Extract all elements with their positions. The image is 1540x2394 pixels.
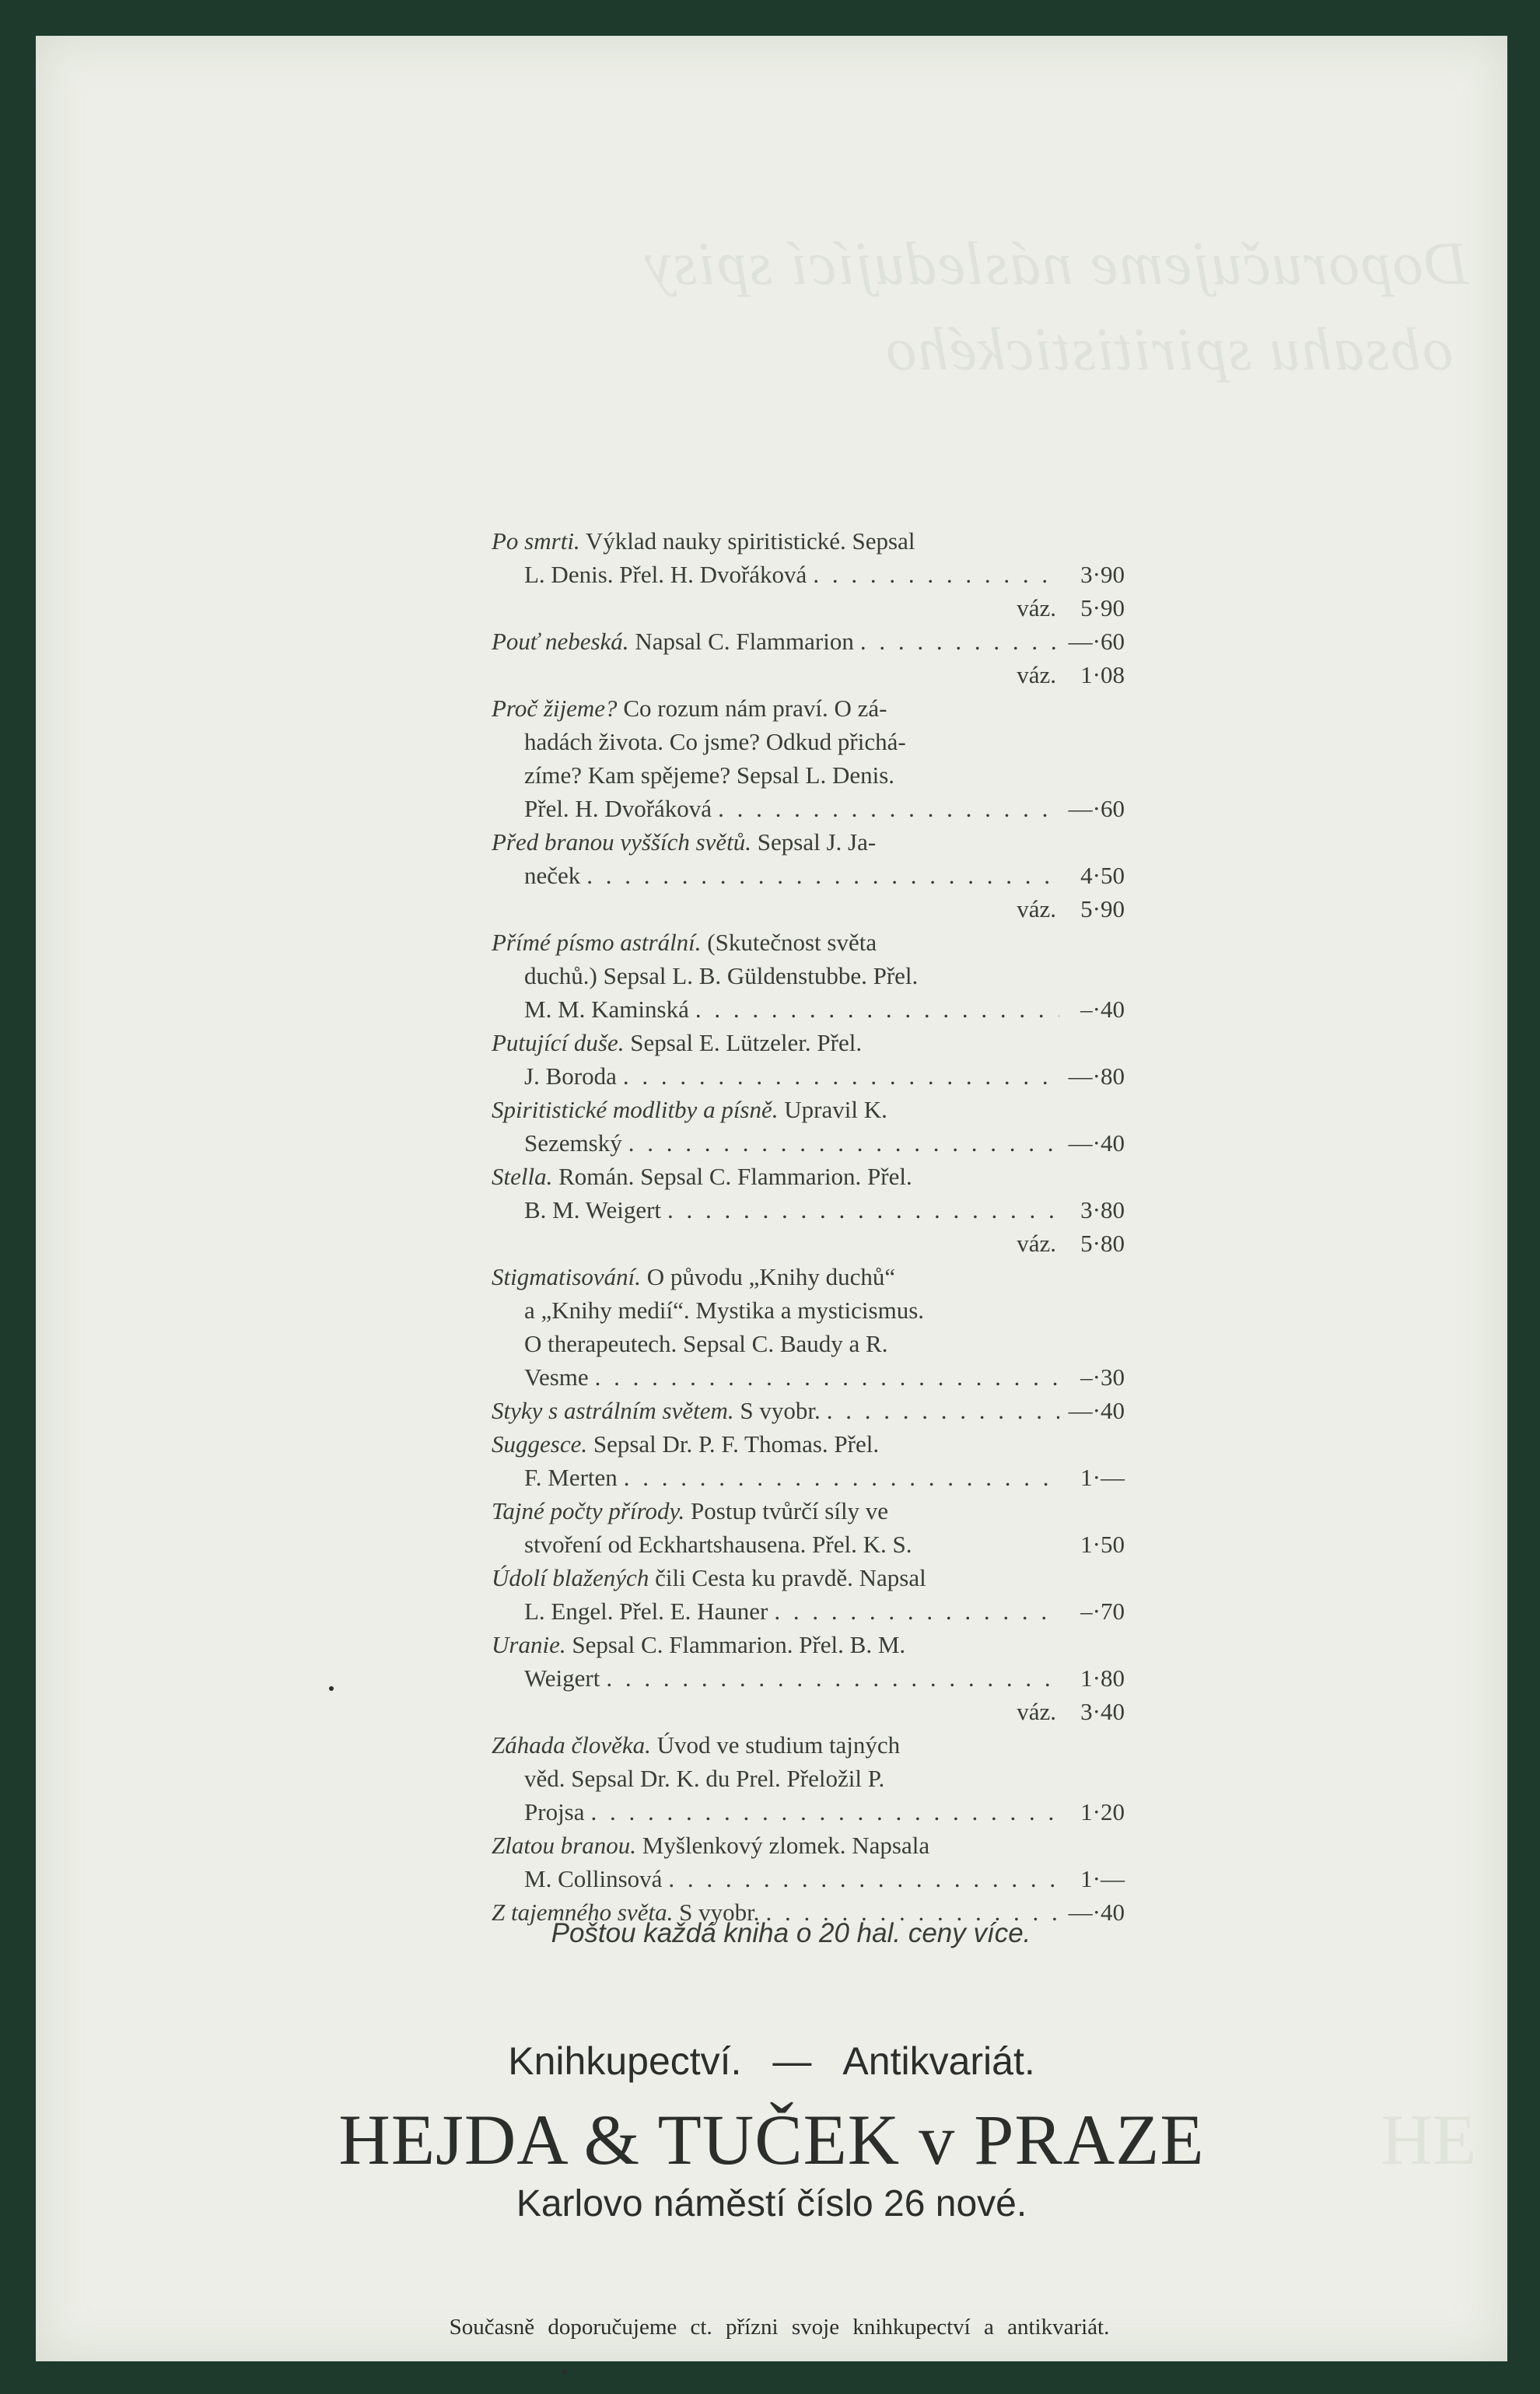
entry-line: [492, 558, 1125, 591]
entry-text: B. M. Weigert: [524, 1196, 662, 1223]
catalog-entry: [492, 1427, 1125, 1494]
entry-line: [492, 1327, 1125, 1360]
book-description: Výklad nauky spiritistické. Sepsal: [579, 527, 915, 555]
dot-leader: [595, 1360, 1059, 1394]
bound-label: váz.: [1017, 661, 1056, 688]
entry-head: [492, 524, 915, 558]
dot-leader: [591, 1795, 1060, 1829]
bound-price: 5·90: [1080, 594, 1125, 621]
entry-text: duchů.) Sepsal L. B. Güldenstubbe. Přel.: [524, 962, 919, 989]
price: 1·80: [1080, 1664, 1125, 1692]
entry-text: Weigert: [524, 1664, 600, 1692]
book-title: Putující duše.: [492, 1029, 625, 1056]
price: —·80: [1068, 1062, 1125, 1090]
catalog-entry: [492, 1260, 1125, 1394]
bound-label: váz.: [1017, 1230, 1056, 1257]
bound-price: 5·90: [1080, 895, 1125, 922]
book-description: Postup tvůrčí síly ve: [684, 1497, 889, 1524]
entry-line: [492, 1762, 1125, 1795]
entry-line: [492, 1160, 1125, 1193]
catalog-entry: [492, 691, 1125, 825]
entry-head: [492, 691, 887, 725]
entry-line: [492, 1494, 1125, 1528]
price: 3·90: [1080, 561, 1125, 588]
book-description: Sepsal J. Ja-: [751, 828, 877, 856]
entry-line: [492, 1260, 1125, 1293]
entry-head: [492, 1093, 887, 1126]
firm-address: Karlovo náměstí číslo 26 nové.: [516, 2183, 1027, 2224]
entry-line: [492, 1829, 1125, 1862]
bound-edition-line: [492, 1227, 1125, 1260]
book-title: Styky s astrálním světem.: [492, 1397, 734, 1424]
show-through-text-1: Doporučujeme následující spisy: [643, 229, 1468, 297]
entry-line: [492, 992, 1125, 1026]
book-description: Sepsal Dr. P. F. Thomas. Přel.: [587, 1430, 880, 1458]
book-title: Suggesce.: [492, 1430, 588, 1458]
entry-line: [492, 758, 1125, 792]
entry-head: [492, 1160, 912, 1193]
entry-head: [492, 1427, 879, 1461]
book-title: Přímé písmo astrální.: [492, 929, 702, 956]
entry-line: [492, 1360, 1125, 1394]
entry-line: [492, 825, 1125, 859]
entry-line: [492, 1862, 1125, 1895]
book-description: Myšlenkový zlomek. Napsala: [636, 1832, 930, 1859]
entry-line: [492, 1661, 1125, 1695]
entry-head: [492, 1026, 862, 1059]
entry-text: Přel. H. Dvořáková: [524, 795, 712, 822]
entry-text: Vesme: [524, 1363, 589, 1391]
book-description: S vyobr.: [673, 1899, 760, 1926]
entry-line: [492, 524, 1125, 558]
entry-text: stvoření od Eckhartshausena. Přel. K. S.: [524, 1531, 912, 1558]
entry-head: [492, 1628, 905, 1661]
book-description: Sepsal C. Flammarion. Přel. B. M.: [565, 1631, 906, 1658]
dot-leader: [668, 1862, 1059, 1895]
entry-head: [492, 926, 877, 959]
entry-head: [492, 1561, 926, 1594]
book-title: Před branou vyšších světů.: [492, 828, 752, 856]
entry-line: [492, 1026, 1125, 1059]
bound-label: váz.: [1017, 895, 1056, 922]
price: 3·80: [1080, 1196, 1125, 1223]
price: —·60: [1068, 628, 1125, 655]
entry-text: a „Knihy medií“. Mystika a mysticismus.: [524, 1297, 925, 1324]
book-description: Co rozum nám praví. O zá-: [617, 695, 887, 722]
entry-head: [492, 1728, 900, 1762]
dot-leader: [624, 1461, 1059, 1494]
entry-line: [492, 1795, 1125, 1829]
entry-text: Sezemský: [524, 1129, 622, 1157]
entry-line: [492, 1461, 1125, 1494]
entry-text: zíme? Kam spějeme? Sepsal L. Denis.: [524, 761, 895, 789]
catalog-entry: [492, 1494, 1125, 1561]
book-description: O původu „Knihy duchů“: [641, 1263, 896, 1290]
entry-text: M. M. Kaminská: [524, 996, 689, 1023]
book-title: Tajné počty přírody.: [492, 1497, 685, 1524]
book-title: Údolí blažených: [492, 1564, 649, 1591]
shop-type-antiquariat: Antikvariát.: [842, 2039, 1035, 2083]
book-description: Sepsal E. Lützeler. Přel.: [624, 1029, 863, 1056]
dot-leader: [827, 1394, 1059, 1427]
price: –·30: [1080, 1363, 1125, 1391]
catalog-page: [36, 36, 1507, 2361]
entry-line: [492, 1594, 1125, 1628]
entry-line: [492, 691, 1125, 725]
bound-label: váz.: [1017, 594, 1056, 621]
book-description: S vyobr.: [733, 1397, 821, 1424]
entry-line: [492, 792, 1125, 825]
book-list: [492, 524, 1125, 1929]
book-description: čili Cesta ku pravdě. Napsal: [649, 1564, 926, 1591]
price: –·40: [1080, 996, 1125, 1023]
dot-leader: [623, 1059, 1059, 1093]
entry-line: [492, 1293, 1125, 1327]
entry-text: L. Engel. Přel. E. Hauner: [524, 1598, 768, 1625]
entry-line: [492, 859, 1125, 892]
entry-head: [492, 825, 876, 859]
book-title: Záhada člověka.: [492, 1731, 651, 1759]
entry-head: [492, 1494, 888, 1528]
book-title: Stigmatisování.: [492, 1263, 642, 1290]
catalog-entry: [492, 625, 1125, 691]
bound-edition-line: [492, 892, 1125, 926]
entry-line: [492, 926, 1125, 959]
book-title: Zlatou branou.: [492, 1832, 637, 1859]
book-description: Úvod ve studium tajných: [650, 1731, 901, 1759]
footer-recommendation: Současně doporučujeme ct. přízni svoje knihkupectví a antikvariát.: [449, 2315, 1110, 2340]
entry-text: věd. Sepsal Dr. K. du Prel. Přeložil P.: [524, 1765, 885, 1792]
dot-leader: [628, 1126, 1059, 1160]
book-description: (Skutečnost světa: [701, 929, 877, 956]
entry-line: [492, 1394, 1125, 1427]
entry-head: [492, 1260, 895, 1293]
book-description: Upravil K.: [778, 1096, 887, 1123]
catalog-entry: [492, 1628, 1125, 1728]
entry-line: [492, 1728, 1125, 1762]
bound-price: 5·80: [1080, 1230, 1125, 1257]
price: 1·—: [1080, 1464, 1125, 1491]
bound-label: váz.: [1017, 1698, 1056, 1725]
dot-leader: [586, 859, 1059, 892]
bound-edition-line: [492, 658, 1125, 691]
entry-line: [492, 1628, 1125, 1661]
price: 4·50: [1080, 862, 1125, 889]
catalog-entry: [492, 1829, 1125, 1895]
catalog-entry: [492, 926, 1125, 1026]
price: —·40: [1068, 1129, 1125, 1157]
bound-edition-line: [492, 1695, 1125, 1728]
dot-leader: [718, 792, 1059, 825]
entry-line: [492, 1193, 1125, 1227]
entry-line: [492, 1427, 1125, 1461]
price: —·40: [1068, 1899, 1125, 1926]
print-speck: [329, 1686, 334, 1691]
postage-note: Poštou každá kniha o 20 hal. ceny více.: [551, 1918, 1031, 1948]
entry-line: [492, 1126, 1125, 1160]
book-title: Po smrti.: [492, 527, 580, 555]
book-title: Proč žijeme?: [492, 695, 618, 722]
catalog-entry: [492, 1561, 1125, 1628]
shop-type-bookstore: Knihkupectví.: [508, 2039, 742, 2083]
price: —·40: [1068, 1397, 1125, 1424]
dot-leader: [667, 1193, 1059, 1227]
entry-text: neček: [524, 862, 581, 889]
catalog-entry: [492, 1026, 1125, 1093]
bound-edition-line: [492, 591, 1125, 625]
price: 1·—: [1080, 1865, 1125, 1892]
entry-text: J. Boroda: [524, 1062, 617, 1090]
catalog-entry: [492, 1093, 1125, 1160]
catalog-entry: [492, 825, 1125, 926]
show-through-firm: HE: [1381, 2100, 1476, 2179]
book-description: Napsal C. Flammarion: [628, 628, 854, 655]
book-description: Román. Sepsal C. Flammarion. Přel.: [552, 1163, 912, 1190]
entry-text: Projsa: [524, 1798, 585, 1825]
catalog-entry: [492, 1160, 1125, 1260]
book-title: Z tajemného světa.: [492, 1899, 674, 1926]
entry-text: hadách života. Co jsme? Odkud přichá-: [524, 728, 906, 755]
bound-price: 3·40: [1080, 1698, 1125, 1725]
entry-line: [492, 725, 1125, 758]
entry-line: [492, 1093, 1125, 1126]
dot-leader: [774, 1594, 1059, 1628]
entry-line: [492, 959, 1125, 992]
shop-type-dash: —: [772, 2039, 812, 2083]
dot-leader: [695, 992, 1059, 1026]
shop-types: [36, 2039, 1507, 2084]
dot-leader: [860, 625, 1059, 658]
bound-price: 1·08: [1080, 661, 1125, 688]
show-through-text-2: obsahu spiritistického: [884, 315, 1453, 383]
catalog-entry: [492, 524, 1125, 625]
entry-line: [492, 1528, 1125, 1561]
entry-text: L. Denis. Přel. H. Dvořáková: [524, 561, 807, 588]
entry-line: [492, 1561, 1125, 1594]
firm-name: HEJDA & TUČEK v PRAZE: [338, 2100, 1205, 2179]
catalog-entry: [492, 1728, 1125, 1829]
entry-head: [492, 625, 854, 658]
dot-leader: [606, 1661, 1059, 1695]
print-speck: [562, 2369, 567, 2374]
entry-head: [492, 1394, 821, 1427]
entry-text: O therapeutech. Sepsal C. Baudy a R.: [524, 1330, 888, 1357]
book-title: Uranie.: [492, 1631, 566, 1658]
entry-line: [492, 1059, 1125, 1093]
price: 1·20: [1080, 1798, 1125, 1825]
entry-text: M. Collinsová: [524, 1865, 663, 1892]
book-title: Pouť nebeská.: [492, 628, 629, 655]
entry-text: F. Merten: [524, 1464, 618, 1491]
price: —·60: [1068, 795, 1125, 822]
catalog-entry: [492, 1394, 1125, 1427]
dot-leader: [813, 558, 1059, 591]
price: 1·50: [1080, 1531, 1125, 1558]
price: –·70: [1080, 1598, 1125, 1625]
book-title: Stella.: [492, 1163, 553, 1190]
entry-head: [492, 1829, 929, 1862]
entry-line: [492, 625, 1125, 658]
book-title: Spiritistické modlitby a písně.: [492, 1096, 779, 1123]
